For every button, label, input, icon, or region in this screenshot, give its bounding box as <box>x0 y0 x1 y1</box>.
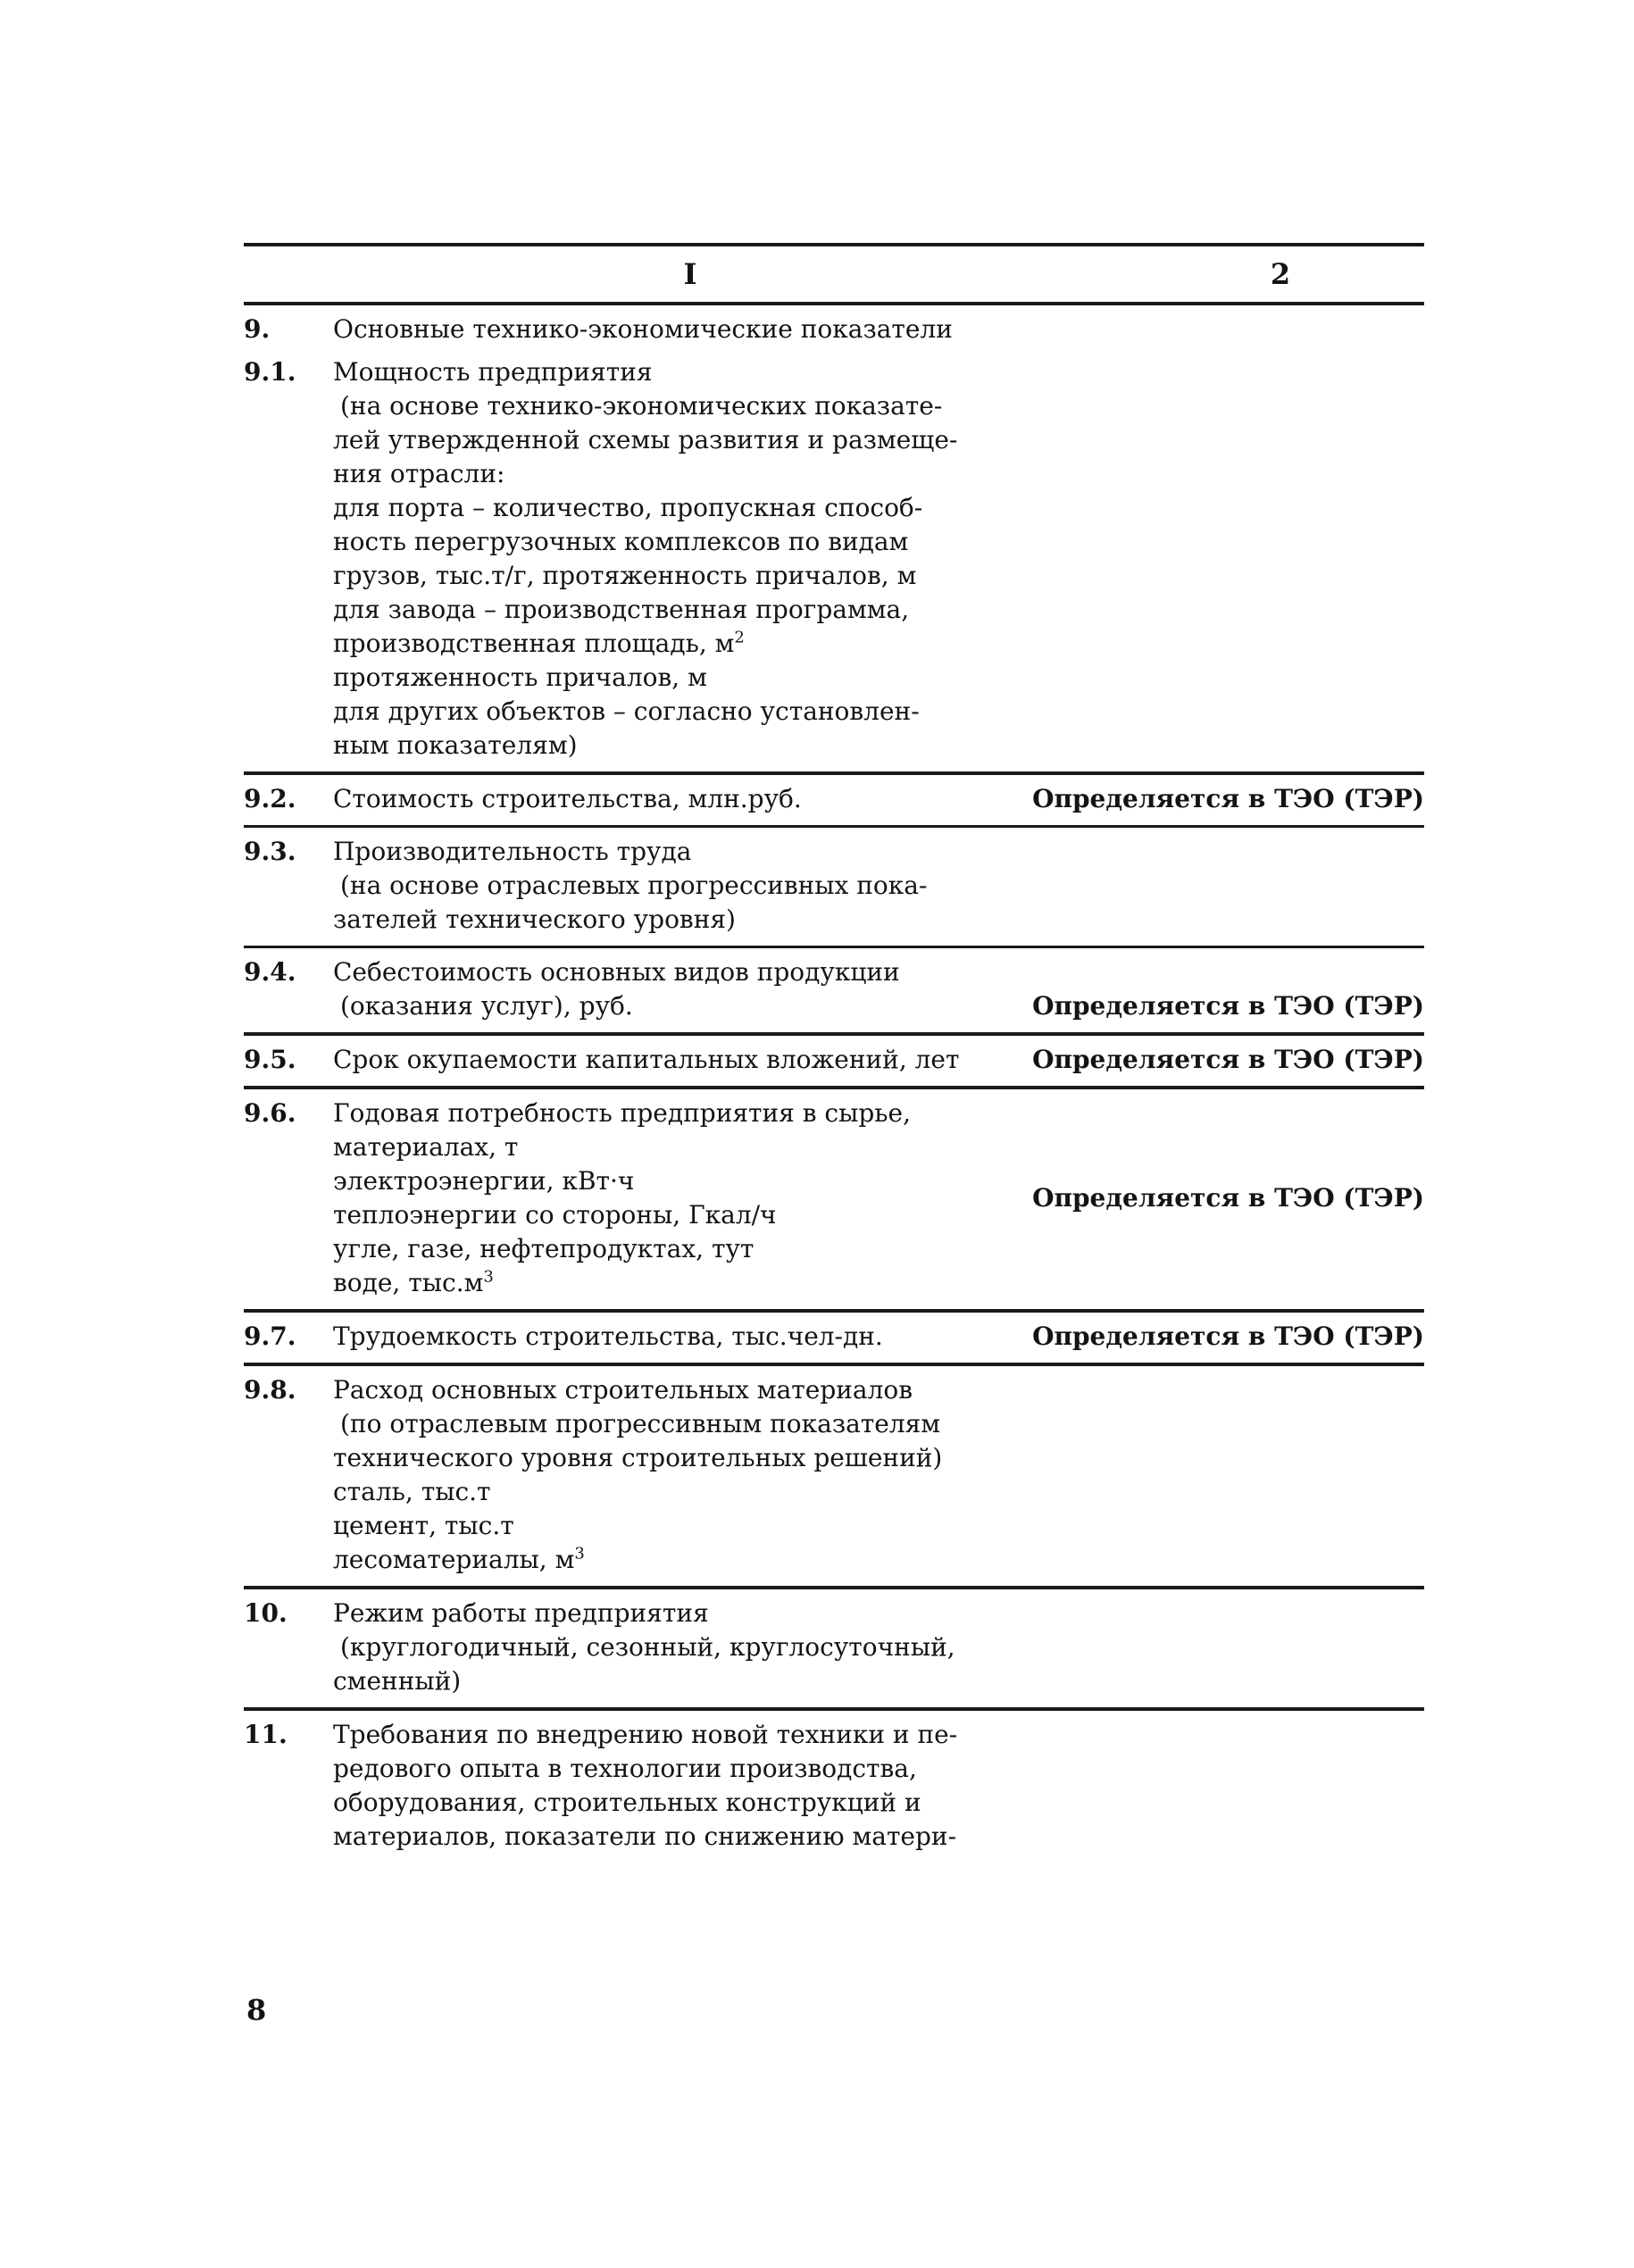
row-text-line: Требования по внедрению новой техники и пе- <box>333 1720 958 1749</box>
row-text-line: Режим работы предприятия <box>333 1598 709 1628</box>
row-text-line: Мощность предприятия <box>333 357 653 387</box>
row-text-line: Годовая потребность предприятия в сырье, <box>333 1098 912 1128</box>
row-text-line: (оказания услуг), руб. <box>340 991 633 1021</box>
row-description <box>333 355 1012 763</box>
row-text-line: теплоэнергии со стороны, Гкал/ч <box>333 1200 777 1230</box>
row-number: 9.5. <box>244 1045 296 1074</box>
row-text-fragment: воде, тыс.м <box>333 1268 484 1297</box>
row-number: 9.1. <box>244 357 296 387</box>
row-description <box>333 1043 1012 1077</box>
row-value <box>1012 355 1424 763</box>
column-1-header: I <box>683 257 697 291</box>
table-row-9 <box>244 305 1424 355</box>
row-number: 10. <box>244 1598 288 1628</box>
row-description <box>333 313 1012 346</box>
row-text-line: Трудоемкость строительства, тыс.чел-дн. <box>333 1322 883 1351</box>
row-text-line <box>333 1543 1012 1577</box>
table-row-9-2 <box>244 775 1424 825</box>
row-text-line: (круглогодичный, сезонный, круглосуточный, <box>340 1632 955 1662</box>
row-text-line: грузов, тыс.т/г, протяженность причалов, м <box>333 561 917 590</box>
row-text-line: электроэнергии, кВт·ч <box>333 1166 635 1196</box>
row-description <box>333 1320 1012 1354</box>
row-text-line: для других объектов – согласно установлен- <box>333 696 920 726</box>
row-text-line: лей утвержденной схемы развития и размеще- <box>333 425 958 454</box>
requirements-table <box>244 243 1424 1863</box>
table-header <box>244 246 1424 302</box>
superscript: 3 <box>574 1544 585 1563</box>
row-text-line: (на основе отраслевых прогрессивных пока- <box>340 871 928 900</box>
row-value <box>1012 1597 1424 1698</box>
row-text-line: для порта – количество, пропускная способ- <box>333 493 923 522</box>
table-row-9-8 <box>244 1366 1424 1586</box>
table-row-10 <box>244 1589 1424 1707</box>
row-text-line: Срок окупаемости капитальных вложений, лет <box>333 1045 960 1074</box>
row-text-line: Основные технико-экономические показатели <box>333 314 953 344</box>
row-text-line: (по отраслевым прогрессивным показателям <box>340 1409 941 1438</box>
row-value: Определяется в ТЭО (ТЭР) <box>1032 784 1424 813</box>
row-text-line: редового опыта в технологии производства, <box>333 1754 917 1783</box>
superscript: 2 <box>734 628 745 647</box>
row-description <box>333 1597 1012 1698</box>
row-text-line: технического уровня строительных решений) <box>333 1443 943 1472</box>
row-number: 9.2. <box>244 784 296 813</box>
row-text-line <box>333 1266 1012 1300</box>
row-text-line: цемент, тыс.т <box>333 1511 514 1540</box>
superscript: 3 <box>483 1267 494 1287</box>
row-number: 9.3. <box>244 837 296 866</box>
column-2-header: 2 <box>1270 257 1291 291</box>
row-description <box>333 1096 1012 1300</box>
row-description <box>333 1718 1012 1854</box>
row-value: Определяется в ТЭО (ТЭР) <box>1032 991 1424 1021</box>
row-value <box>1012 313 1424 346</box>
row-description <box>333 782 1012 816</box>
row-text-line: материалов, показатели по снижению матери- <box>333 1822 957 1851</box>
row-text-line: оборудования, строительных конструкций и <box>333 1788 921 1817</box>
row-text-line: Производительность труда <box>333 837 692 866</box>
row-text-line: материалах, т <box>333 1132 519 1162</box>
row-number: 9. <box>244 314 271 344</box>
row-text-line: сталь, тыс.т <box>333 1477 491 1506</box>
row-text-line: Расход основных строительных материалов <box>333 1375 913 1405</box>
row-value <box>1012 1718 1424 1854</box>
row-number: 9.4. <box>244 957 296 987</box>
row-text-line: (на основе технико-экономических показате- <box>340 391 943 421</box>
row-text-line: Стоимость строительства, млн.руб. <box>333 784 802 813</box>
table-row-9-6 <box>244 1089 1424 1309</box>
row-number: 11. <box>244 1720 288 1749</box>
row-text-fragment: производственная площадь, м <box>333 629 735 658</box>
row-number: 9.6. <box>244 1098 296 1128</box>
row-text-line: сменный) <box>333 1666 462 1696</box>
table-row-11 <box>244 1711 1424 1863</box>
table-row-9-1 <box>244 355 1424 771</box>
row-text-line: угле, газе, нефтепродуктах, тут <box>333 1234 754 1263</box>
row-text-line: ным показателям) <box>333 730 578 760</box>
row-text-fragment: лесоматериалы, м <box>333 1545 575 1574</box>
row-text-line: для завода – производственная программа, <box>333 595 910 624</box>
row-text-line: зателей технического уровня) <box>333 905 736 934</box>
table-row-9-4 <box>244 948 1424 1032</box>
page-number: 8 <box>246 1993 267 2027</box>
table-row-9-7 <box>244 1313 1424 1363</box>
row-value <box>1012 1373 1424 1577</box>
table-row-9-3 <box>244 828 1424 946</box>
row-text-line: ния отрасли: <box>333 459 505 488</box>
row-value <box>1012 835 1424 937</box>
row-number: 9.7. <box>244 1322 296 1351</box>
row-description <box>333 835 1012 937</box>
row-description <box>333 955 1012 1023</box>
row-text-line: Себестоимость основных видов продукции <box>333 957 900 987</box>
row-text-line: протяженность причалов, м <box>333 663 707 692</box>
row-description <box>333 1373 1012 1577</box>
row-value: Определяется в ТЭО (ТЭР) <box>1032 1045 1424 1074</box>
row-text-line <box>333 627 1012 661</box>
row-text-line: ность перегрузочных комплексов по видам <box>333 527 909 556</box>
table-row-9-5 <box>244 1036 1424 1086</box>
row-value: Определяется в ТЭО (ТЭР) <box>1032 1183 1424 1213</box>
row-value: Определяется в ТЭО (ТЭР) <box>1032 1322 1424 1351</box>
row-number: 9.8. <box>244 1375 296 1405</box>
